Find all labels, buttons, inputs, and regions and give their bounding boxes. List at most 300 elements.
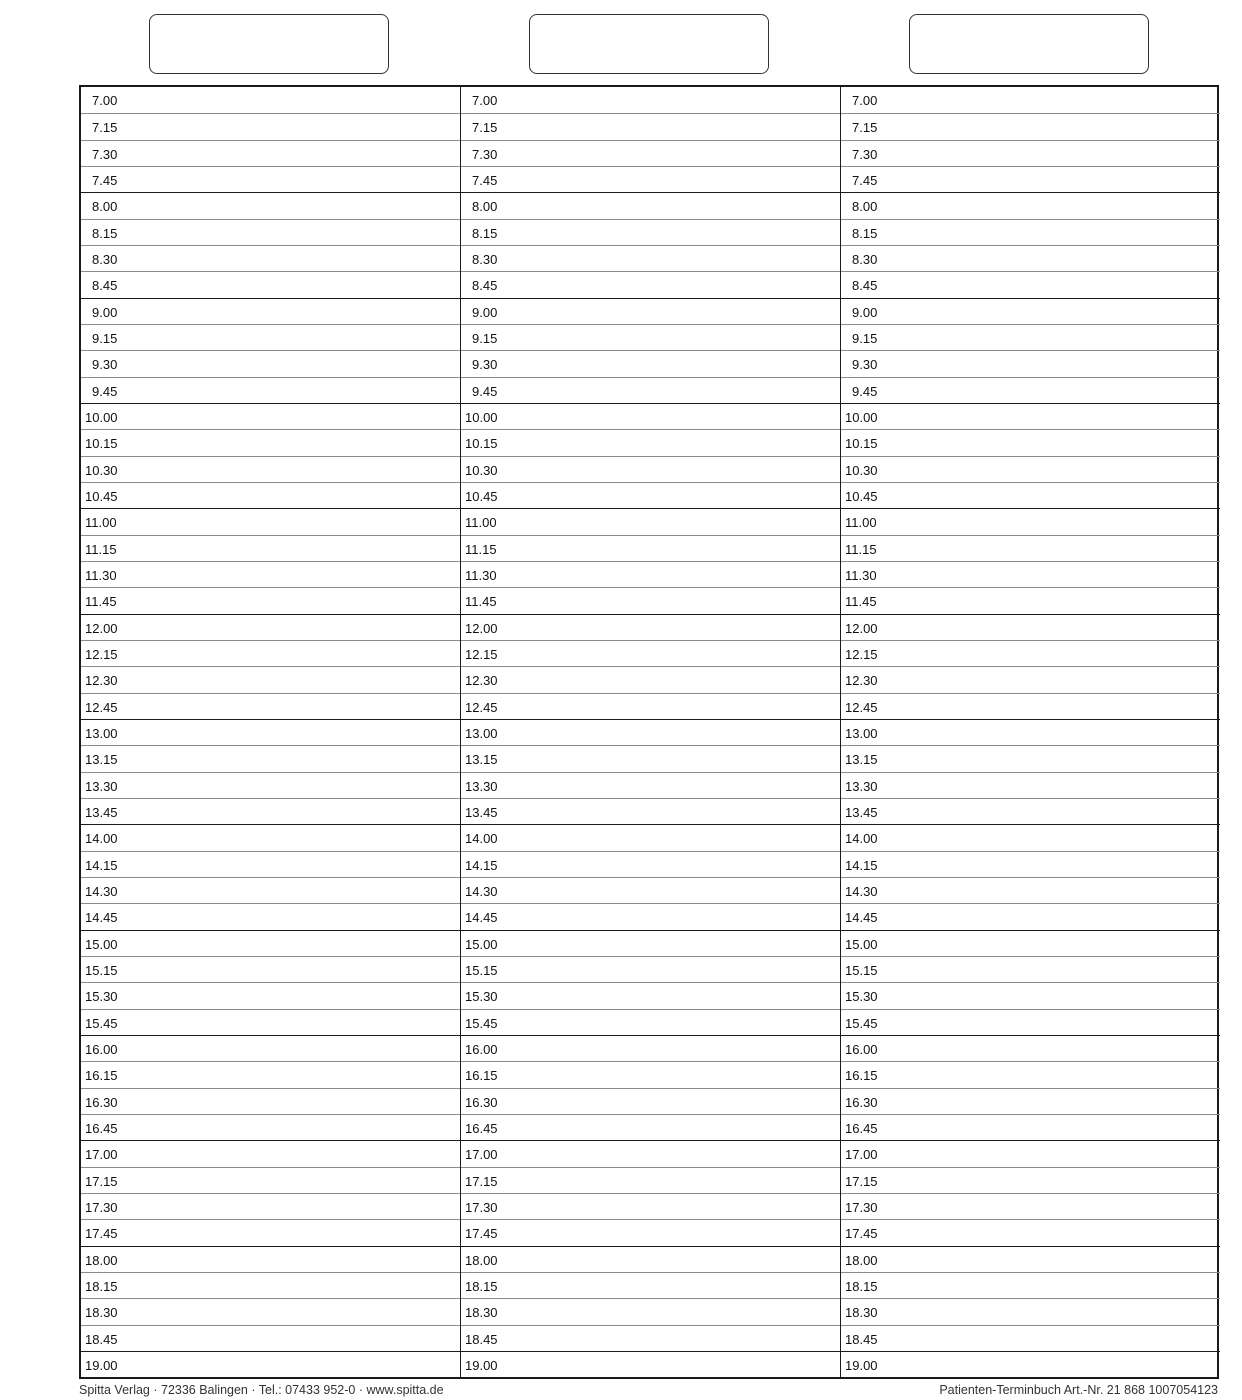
time-slot-row[interactable] bbox=[461, 1088, 841, 1114]
time-slot-row[interactable] bbox=[81, 87, 460, 113]
time-slot-label: 7.30 bbox=[852, 146, 878, 162]
time-slot-label: 8.15 bbox=[852, 225, 878, 241]
time-slot-label: 18.45 bbox=[465, 1331, 498, 1347]
time-slot-row[interactable] bbox=[841, 482, 1220, 508]
time-slot-label: 13.00 bbox=[845, 725, 878, 741]
time-slot-row[interactable] bbox=[81, 298, 460, 324]
time-slot-label: 7.45 bbox=[852, 172, 878, 188]
time-slot-row[interactable] bbox=[461, 1009, 841, 1035]
time-slot-label: 14.30 bbox=[465, 883, 498, 899]
time-slot-label: 16.45 bbox=[85, 1120, 118, 1136]
footer-product-info: Patienten-Terminbuch Art.-Nr. 21 868 1007054123 bbox=[939, 1383, 1218, 1397]
time-slot-label: 17.45 bbox=[845, 1226, 878, 1242]
time-slot-row[interactable] bbox=[461, 271, 841, 297]
time-slot-label: 18.15 bbox=[845, 1278, 878, 1294]
time-slot-label: 11.00 bbox=[85, 515, 117, 531]
time-slot-row[interactable] bbox=[461, 1351, 841, 1378]
time-slot-row[interactable] bbox=[81, 166, 460, 192]
time-slot-row[interactable] bbox=[841, 1272, 1220, 1298]
time-slot-label: 9.15 bbox=[472, 330, 498, 346]
time-slot-row[interactable] bbox=[81, 1351, 460, 1378]
time-slot-label: 15.00 bbox=[845, 936, 878, 952]
time-slot-row[interactable] bbox=[841, 1351, 1220, 1378]
time-slot-row[interactable] bbox=[461, 1272, 841, 1298]
time-slot-label: 14.45 bbox=[85, 910, 118, 926]
time-slot-row[interactable] bbox=[81, 561, 460, 587]
time-slot-label: 16.00 bbox=[845, 1041, 878, 1057]
time-slot-row[interactable] bbox=[461, 535, 841, 561]
time-slot-row[interactable] bbox=[81, 877, 460, 903]
time-slot-row[interactable] bbox=[841, 798, 1220, 824]
time-slot-row[interactable] bbox=[81, 1140, 460, 1166]
time-slot-label: 12.15 bbox=[85, 646, 118, 662]
time-slot-row[interactable] bbox=[81, 482, 460, 508]
time-slot-row[interactable] bbox=[841, 166, 1220, 192]
time-slot-label: 15.00 bbox=[85, 936, 118, 952]
time-slot-row[interactable] bbox=[461, 745, 841, 771]
time-slot-label: 7.15 bbox=[92, 120, 118, 136]
time-slot-label: 8.30 bbox=[852, 251, 878, 267]
time-slot-row[interactable] bbox=[461, 508, 841, 534]
time-slot-label: 11.00 bbox=[845, 515, 877, 531]
time-slot-label: 8.15 bbox=[92, 225, 118, 241]
time-slot-row[interactable] bbox=[841, 1140, 1220, 1166]
time-slot-label: 16.30 bbox=[845, 1094, 878, 1110]
time-slot-label: 14.15 bbox=[845, 857, 878, 873]
time-slot-label: 10.00 bbox=[845, 409, 878, 425]
time-slot-label: 11.15 bbox=[465, 541, 497, 557]
time-slot-label: 7.45 bbox=[92, 172, 118, 188]
time-slot-row[interactable] bbox=[841, 1167, 1220, 1193]
time-slot-row[interactable] bbox=[841, 745, 1220, 771]
time-slot-row[interactable] bbox=[81, 350, 460, 376]
time-slot-row[interactable] bbox=[461, 956, 841, 982]
time-slot-label: 9.00 bbox=[92, 304, 118, 320]
time-slot-label: 17.15 bbox=[85, 1173, 118, 1189]
time-slot-label: 11.30 bbox=[465, 567, 497, 583]
time-slot-label: 17.30 bbox=[85, 1199, 118, 1215]
time-slot-label: 15.15 bbox=[845, 962, 878, 978]
time-slot-label: 8.45 bbox=[92, 278, 118, 294]
time-slot-label: 10.00 bbox=[465, 409, 498, 425]
column-header-box-2[interactable] bbox=[529, 14, 769, 74]
time-slot-row[interactable] bbox=[81, 140, 460, 166]
time-slot-label: 16.15 bbox=[85, 1068, 118, 1084]
time-slot-label: 13.45 bbox=[465, 804, 498, 820]
time-slot-label: 16.45 bbox=[845, 1120, 878, 1136]
time-slot-row[interactable] bbox=[841, 113, 1220, 139]
time-slot-row[interactable] bbox=[461, 930, 841, 956]
time-slot-row[interactable] bbox=[81, 1088, 460, 1114]
time-slot-row[interactable] bbox=[461, 1325, 841, 1351]
time-slot-label: 16.30 bbox=[465, 1094, 498, 1110]
time-slot-label: 9.15 bbox=[852, 330, 878, 346]
time-slot-label: 7.00 bbox=[472, 93, 498, 108]
time-slot-row[interactable] bbox=[461, 1219, 841, 1245]
time-slot-label: 10.30 bbox=[845, 462, 878, 478]
time-slot-label: 7.30 bbox=[472, 146, 498, 162]
time-slot-row[interactable] bbox=[81, 113, 460, 139]
time-slot-row[interactable] bbox=[461, 350, 841, 376]
time-slot-label: 19.00 bbox=[465, 1357, 498, 1373]
time-slot-row[interactable] bbox=[461, 456, 841, 482]
time-slot-row[interactable] bbox=[461, 1061, 841, 1087]
time-slot-label: 10.00 bbox=[85, 409, 118, 425]
time-slot-label: 17.45 bbox=[85, 1226, 118, 1242]
time-slot-row[interactable] bbox=[841, 192, 1220, 218]
time-slot-label: 16.00 bbox=[85, 1041, 118, 1057]
time-slot-label: 8.00 bbox=[92, 199, 118, 215]
time-slot-label: 11.45 bbox=[465, 594, 497, 610]
time-slot-row[interactable] bbox=[841, 1009, 1220, 1035]
time-slot-row[interactable] bbox=[461, 377, 841, 403]
time-slot-label: 15.15 bbox=[85, 962, 118, 978]
time-slot-row[interactable] bbox=[841, 824, 1220, 850]
time-slot-row[interactable] bbox=[81, 719, 460, 745]
time-slot-row[interactable] bbox=[461, 482, 841, 508]
time-slot-row[interactable] bbox=[841, 324, 1220, 350]
time-slot-row[interactable] bbox=[81, 245, 460, 271]
time-slot-label: 12.30 bbox=[845, 673, 878, 689]
time-slot-label: 10.45 bbox=[465, 488, 498, 504]
column-header-box-1[interactable] bbox=[149, 14, 389, 74]
time-slot-row[interactable] bbox=[461, 1167, 841, 1193]
time-slot-label: 10.15 bbox=[85, 436, 118, 452]
time-slot-label: 16.30 bbox=[85, 1094, 118, 1110]
time-slot-row[interactable] bbox=[461, 772, 841, 798]
time-slot-row[interactable] bbox=[81, 851, 460, 877]
time-slot-row[interactable] bbox=[461, 429, 841, 455]
time-slot-label: 19.00 bbox=[845, 1357, 878, 1373]
time-slot-label: 14.00 bbox=[465, 831, 498, 847]
time-slot-row[interactable] bbox=[461, 640, 841, 666]
time-slot-label: 17.15 bbox=[465, 1173, 498, 1189]
time-slot-row[interactable] bbox=[81, 1298, 460, 1324]
time-slot-label: 15.30 bbox=[465, 989, 498, 1005]
time-slot-label: 17.00 bbox=[465, 1147, 498, 1163]
time-slot-row[interactable] bbox=[81, 535, 460, 561]
time-slot-label: 10.45 bbox=[85, 488, 118, 504]
time-slot-row[interactable] bbox=[841, 1035, 1220, 1061]
time-slot-label: 15.00 bbox=[465, 936, 498, 952]
time-slot-label: 12.30 bbox=[465, 673, 498, 689]
time-slot-label: 8.30 bbox=[92, 251, 118, 267]
time-slot-label: 14.30 bbox=[845, 883, 878, 899]
time-slot-label: 8.45 bbox=[472, 278, 498, 294]
time-slot-row[interactable] bbox=[461, 798, 841, 824]
time-slot-row[interactable] bbox=[461, 719, 841, 745]
time-slot-row[interactable] bbox=[81, 271, 460, 297]
time-slot-row[interactable] bbox=[461, 587, 841, 613]
time-slot-label: 13.30 bbox=[845, 778, 878, 794]
time-slot-row[interactable] bbox=[461, 851, 841, 877]
time-slot-row[interactable] bbox=[461, 403, 841, 429]
time-slot-label: 7.15 bbox=[852, 120, 878, 136]
time-slot-row[interactable] bbox=[81, 798, 460, 824]
time-slot-row[interactable] bbox=[841, 298, 1220, 324]
time-slot-label: 14.15 bbox=[85, 857, 118, 873]
time-slot-label: 12.45 bbox=[85, 699, 118, 715]
time-slot-row[interactable] bbox=[841, 377, 1220, 403]
time-slot-row[interactable] bbox=[461, 824, 841, 850]
schedule-column-2 bbox=[460, 87, 841, 1377]
time-slot-label: 16.15 bbox=[845, 1068, 878, 1084]
time-slot-row[interactable] bbox=[841, 693, 1220, 719]
time-slot-label: 9.45 bbox=[92, 383, 118, 399]
time-slot-row[interactable] bbox=[841, 903, 1220, 929]
time-slot-row[interactable] bbox=[841, 87, 1220, 113]
time-slot-label: 15.30 bbox=[845, 989, 878, 1005]
time-slot-row[interactable] bbox=[841, 956, 1220, 982]
time-slot-label: 13.15 bbox=[465, 752, 498, 768]
time-slot-row[interactable] bbox=[81, 824, 460, 850]
time-slot-row[interactable] bbox=[841, 561, 1220, 587]
time-slot-label: 15.45 bbox=[85, 1015, 118, 1031]
time-slot-label: 12.00 bbox=[465, 620, 498, 636]
time-slot-label: 18.30 bbox=[465, 1305, 498, 1321]
time-slot-row[interactable] bbox=[841, 1088, 1220, 1114]
time-slot-row[interactable] bbox=[461, 693, 841, 719]
time-slot-label: 11.45 bbox=[85, 594, 117, 610]
time-slot-row[interactable] bbox=[461, 982, 841, 1008]
time-slot-row[interactable] bbox=[841, 1193, 1220, 1219]
time-slot-label: 10.15 bbox=[465, 436, 498, 452]
time-slot-label: 14.00 bbox=[85, 831, 118, 847]
time-slot-row[interactable] bbox=[461, 614, 841, 640]
time-slot-label: 13.15 bbox=[845, 752, 878, 768]
time-slot-label: 11.00 bbox=[465, 515, 497, 531]
time-slot-label: 18.00 bbox=[845, 1252, 878, 1268]
time-slot-label: 11.15 bbox=[85, 541, 117, 557]
time-slot-row[interactable] bbox=[81, 956, 460, 982]
time-slot-row[interactable] bbox=[841, 851, 1220, 877]
time-slot-label: 18.15 bbox=[85, 1278, 118, 1294]
time-slot-label: 8.30 bbox=[472, 251, 498, 267]
time-slot-row[interactable] bbox=[81, 429, 460, 455]
time-slot-row[interactable] bbox=[461, 1193, 841, 1219]
time-slot-label: 10.15 bbox=[845, 436, 878, 452]
time-slot-row[interactable] bbox=[841, 772, 1220, 798]
time-slot-row[interactable] bbox=[461, 245, 841, 271]
time-slot-label: 9.30 bbox=[472, 357, 498, 373]
time-slot-label: 13.45 bbox=[845, 804, 878, 820]
time-slot-label: 15.45 bbox=[845, 1015, 878, 1031]
time-slot-label: 13.30 bbox=[465, 778, 498, 794]
time-slot-row[interactable] bbox=[841, 1246, 1220, 1272]
time-slot-row[interactable] bbox=[841, 245, 1220, 271]
time-slot-row[interactable] bbox=[461, 1035, 841, 1061]
time-slot-label: 7.15 bbox=[472, 120, 498, 136]
time-slot-label: 13.00 bbox=[465, 725, 498, 741]
time-slot-label: 18.00 bbox=[465, 1252, 498, 1268]
time-slot-row[interactable] bbox=[841, 1114, 1220, 1140]
time-slot-label: 18.30 bbox=[845, 1305, 878, 1321]
time-slot-label: 9.30 bbox=[92, 357, 118, 373]
time-slot-label: 12.15 bbox=[845, 646, 878, 662]
time-slot-label: 17.30 bbox=[845, 1199, 878, 1215]
time-slot-label: 14.45 bbox=[465, 910, 498, 926]
footer-publisher: Spitta Verlag · 72336 Balingen · Tel.: 07433 952-0 · www.spitta.de bbox=[79, 1383, 444, 1397]
time-slot-label: 12.45 bbox=[845, 699, 878, 715]
time-slot-row[interactable] bbox=[461, 113, 841, 139]
time-slot-row[interactable] bbox=[461, 324, 841, 350]
time-slot-row[interactable] bbox=[81, 1246, 460, 1272]
time-slot-row[interactable] bbox=[81, 640, 460, 666]
time-slot-row[interactable] bbox=[841, 535, 1220, 561]
time-slot-row[interactable] bbox=[81, 903, 460, 929]
time-slot-label: 17.45 bbox=[465, 1226, 498, 1242]
time-slot-label: 17.15 bbox=[845, 1173, 878, 1189]
time-slot-label: 14.00 bbox=[845, 831, 878, 847]
time-slot-label: 14.30 bbox=[85, 883, 118, 899]
time-slot-label: 18.30 bbox=[85, 1305, 118, 1321]
time-slot-row[interactable] bbox=[81, 930, 460, 956]
time-slot-row[interactable] bbox=[841, 719, 1220, 745]
time-slot-label: 9.15 bbox=[92, 330, 118, 346]
time-slot-row[interactable] bbox=[81, 508, 460, 534]
time-slot-row[interactable] bbox=[81, 1219, 460, 1245]
time-slot-row[interactable] bbox=[81, 1114, 460, 1140]
time-slot-label: 10.30 bbox=[85, 462, 118, 478]
time-slot-row[interactable] bbox=[841, 1325, 1220, 1351]
time-slot-row[interactable] bbox=[81, 1009, 460, 1035]
time-slot-row[interactable] bbox=[461, 1298, 841, 1324]
time-slot-row[interactable] bbox=[81, 666, 460, 692]
time-slot-label: 12.30 bbox=[85, 673, 118, 689]
time-slot-label: 12.45 bbox=[465, 699, 498, 715]
time-slot-label: 19.00 bbox=[85, 1357, 118, 1373]
time-slot-row[interactable] bbox=[81, 982, 460, 1008]
time-slot-label: 11.30 bbox=[845, 567, 877, 583]
time-slot-label: 17.00 bbox=[85, 1147, 118, 1163]
time-slot-label: 12.00 bbox=[845, 620, 878, 636]
time-slot-row[interactable] bbox=[461, 166, 841, 192]
time-slot-row[interactable] bbox=[81, 1035, 460, 1061]
time-slot-row[interactable] bbox=[841, 1219, 1220, 1245]
time-slot-label: 15.45 bbox=[465, 1015, 498, 1031]
time-slot-row[interactable] bbox=[81, 614, 460, 640]
time-slot-row[interactable] bbox=[81, 377, 460, 403]
time-slot-row[interactable] bbox=[841, 456, 1220, 482]
time-slot-row[interactable] bbox=[461, 1246, 841, 1272]
time-slot-label: 8.45 bbox=[852, 278, 878, 294]
time-slot-label: 7.00 bbox=[852, 93, 878, 108]
time-slot-label: 12.15 bbox=[465, 646, 498, 662]
time-slot-row[interactable] bbox=[461, 877, 841, 903]
schedule-column-3 bbox=[840, 87, 1220, 1377]
time-slot-label: 10.45 bbox=[845, 488, 878, 504]
time-slot-row[interactable] bbox=[81, 587, 460, 613]
time-slot-label: 8.15 bbox=[472, 225, 498, 241]
time-slot-label: 9.00 bbox=[852, 304, 878, 320]
time-slot-label: 7.45 bbox=[472, 172, 498, 188]
time-slot-row[interactable] bbox=[81, 456, 460, 482]
time-slot-label: 15.30 bbox=[85, 989, 118, 1005]
time-slot-label: 18.00 bbox=[85, 1252, 118, 1268]
time-slot-row[interactable] bbox=[461, 192, 841, 218]
time-slot-label: 18.45 bbox=[85, 1331, 118, 1347]
time-slot-row[interactable] bbox=[841, 666, 1220, 692]
time-slot-label: 11.30 bbox=[85, 567, 117, 583]
time-slot-row[interactable] bbox=[841, 1298, 1220, 1324]
time-slot-row[interactable] bbox=[841, 271, 1220, 297]
time-slot-label: 13.15 bbox=[85, 752, 118, 768]
time-slot-row[interactable] bbox=[841, 1061, 1220, 1087]
time-slot-row[interactable] bbox=[81, 324, 460, 350]
time-slot-row[interactable] bbox=[461, 140, 841, 166]
time-slot-label: 14.45 bbox=[845, 910, 878, 926]
time-slot-row[interactable] bbox=[461, 87, 841, 113]
time-slot-row[interactable] bbox=[841, 219, 1220, 245]
time-slot-row[interactable] bbox=[81, 403, 460, 429]
time-slot-label: 13.45 bbox=[85, 804, 118, 820]
time-slot-label: 9.00 bbox=[472, 304, 498, 320]
time-slot-row[interactable] bbox=[81, 219, 460, 245]
time-slot-row[interactable] bbox=[81, 1325, 460, 1351]
time-slot-label: 18.45 bbox=[845, 1331, 878, 1347]
time-slot-row[interactable] bbox=[461, 1140, 841, 1166]
time-slot-row[interactable] bbox=[81, 1167, 460, 1193]
time-slot-row[interactable] bbox=[461, 298, 841, 324]
time-slot-label: 9.30 bbox=[852, 357, 878, 373]
time-slot-row[interactable] bbox=[81, 745, 460, 771]
time-slot-label: 8.00 bbox=[472, 199, 498, 215]
time-slot-label: 17.00 bbox=[845, 1147, 878, 1163]
time-slot-row[interactable] bbox=[461, 903, 841, 929]
time-slot-row[interactable] bbox=[841, 587, 1220, 613]
time-slot-row[interactable] bbox=[841, 429, 1220, 455]
time-slot-label: 9.45 bbox=[852, 383, 878, 399]
time-slot-row[interactable] bbox=[841, 930, 1220, 956]
time-slot-label: 8.00 bbox=[852, 199, 878, 215]
time-slot-row[interactable] bbox=[841, 982, 1220, 1008]
schedule-column-1 bbox=[81, 87, 460, 1377]
time-slot-row[interactable] bbox=[841, 877, 1220, 903]
time-slot-row[interactable] bbox=[841, 350, 1220, 376]
time-slot-row[interactable] bbox=[841, 508, 1220, 534]
time-slot-row[interactable] bbox=[841, 640, 1220, 666]
time-slot-row[interactable] bbox=[841, 403, 1220, 429]
time-slot-label: 12.00 bbox=[85, 620, 118, 636]
time-slot-row[interactable] bbox=[81, 1272, 460, 1298]
time-slot-label: 7.30 bbox=[92, 146, 118, 162]
time-slot-label: 14.15 bbox=[465, 857, 498, 873]
time-slot-row[interactable] bbox=[461, 219, 841, 245]
time-slot-label: 10.30 bbox=[465, 462, 498, 478]
time-slot-row[interactable] bbox=[81, 772, 460, 798]
time-slot-label: 16.15 bbox=[465, 1068, 498, 1084]
time-slot-row[interactable] bbox=[81, 192, 460, 218]
time-slot-label: 17.30 bbox=[465, 1199, 498, 1215]
time-slot-row[interactable] bbox=[461, 1114, 841, 1140]
time-slot-row[interactable] bbox=[81, 1193, 460, 1219]
column-header-box-3[interactable] bbox=[909, 14, 1149, 74]
time-slot-row[interactable] bbox=[841, 614, 1220, 640]
time-slot-row[interactable] bbox=[841, 140, 1220, 166]
time-slot-label: 16.45 bbox=[465, 1120, 498, 1136]
time-slot-row[interactable] bbox=[81, 693, 460, 719]
time-slot-label: 7.00 bbox=[92, 93, 118, 108]
time-slot-label: 11.15 bbox=[845, 541, 877, 557]
time-slot-label: 13.00 bbox=[85, 725, 118, 741]
time-slot-label: 11.45 bbox=[845, 594, 877, 610]
time-slot-label: 9.45 bbox=[472, 383, 498, 399]
time-slot-row[interactable] bbox=[461, 666, 841, 692]
appointment-schedule-grid bbox=[79, 85, 1219, 1379]
time-slot-row[interactable] bbox=[81, 1061, 460, 1087]
time-slot-row[interactable] bbox=[461, 561, 841, 587]
time-slot-label: 13.30 bbox=[85, 778, 118, 794]
